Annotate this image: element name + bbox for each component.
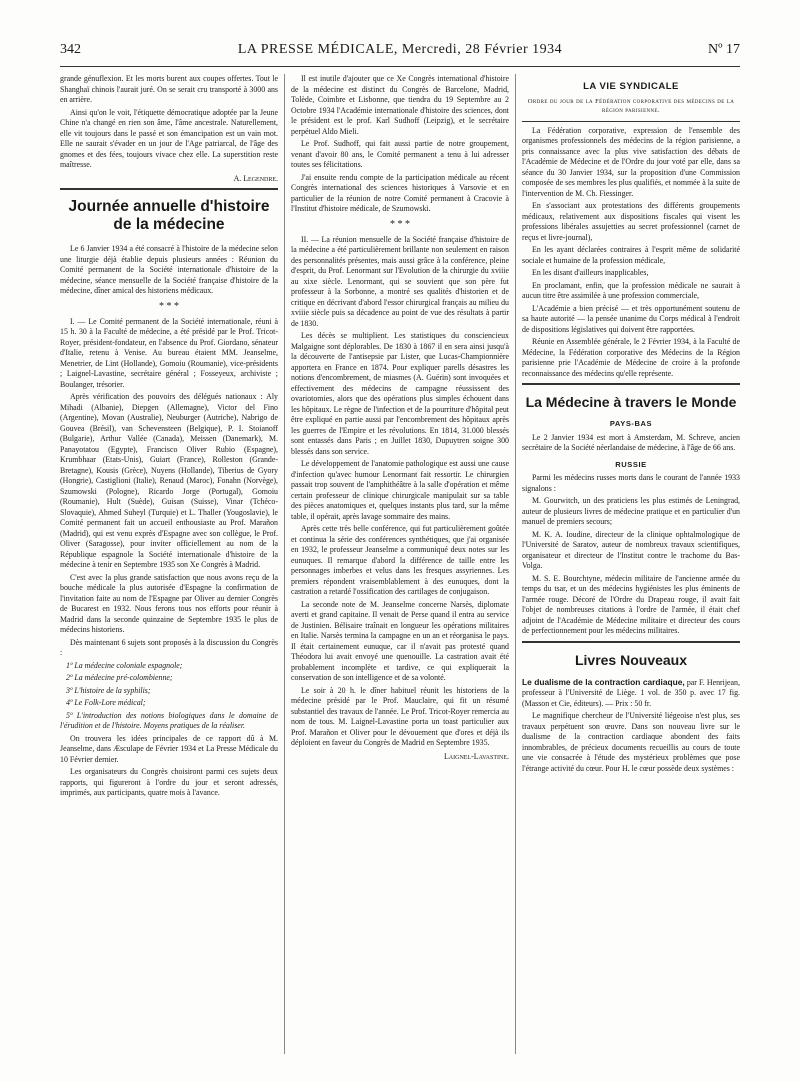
paragraph: C'est avec la plus grande satisfaction que nous avons reçu de la bouche médicale la plus autorisée d'Espagne la confirmation de l'invitation faite au nom de l'Espagne par Oliver au dernier Congrès de Bucarest en 1932. Nous ferons tous nos efforts pour réunir à Madrid dans la seconde quinzaine de Septembre 1935 le plus de médecins historiens. [60, 572, 278, 634]
list-item: 4º Le Folk-Lore médical; [66, 698, 146, 707]
paragraph: II. — La réunion mensuelle de la Société française d'histoire de la médecine a été particulièrement brillante non seulement en raison des personnalités présentes, mais aussi grâce à la conférence, pleine d'esprit, du Prof. Lenormant sur l'Evolution de la chirurgie du xviiie au xixe siècle. Lenormant, qui se souvient que son père fut professeur à la Sorbonne, a montré ses qualités d'historien et de critique en décrivant d'abord l'essor chirurgical français au milieu du xviiie siècle puis sa décadence au point de vue des résultats à partir de 1830. [291, 234, 509, 328]
book-title: Le dualisme de la contraction cardiaque, [522, 676, 685, 687]
issue-number: Nº 17 [708, 42, 740, 57]
paragraph: Les organisateurs du Congrès choisiront parmi ces sujets deux rapports, qui figureront à l'ordre du jour et seront adressés, imprimés, aux participants, quatre mois à l'avance. [60, 767, 278, 797]
paragraph: M. K. A. Ioudine, directeur de la clinique ophtalmologique de l'Université de Saratov, auteur de nombreux travaux scientifiques, organisateur et directeur de l'Institut contre le trachome du Bas-Volga. [522, 529, 740, 570]
list-item: 5º L'introduction des notions biologiques dans le domaine de l'érudition et de l'histoire. Moyens pratiques de la réaliser. [60, 710, 278, 730]
column-divider [284, 74, 285, 1054]
list-item: 1º La médecine coloniale espagnole; [66, 660, 183, 670]
paragraph: La Fédération corporative, expression de l'ensemble des organismes professionnels des médecins de la région parisienne, a pris connaissance avec la plus vive satisfaction des débats de l'Académie de Médecine et de l'Ordre du jour voté par elle, dans sa séance du 30 Janvier 1934, sur la proposition d'une Commission composée de ses membres les plus qualifiés, et nommée à la suite de l'intervention de M. Ch. Fiessinger. [522, 125, 740, 198]
paragraph: Le Prof. Sudhoff, qui fait aussi partie de notre groupement, venant d'avoir 80 ans, le Comité permanent a tenu à lui adresser toutes ses félicitations. [291, 139, 509, 169]
paragraph: I. — Le Comité permanent de la Société internationale, réuni à 15 h. 30 à la Faculté de médecine, a été présidé par le Prof. Tricot-Royer, président-fondateur, en l'absence du Prof. Giordano, sénateur d'Italie, retenu à Venise. Au bureau étaient MM. Jeanselme, Menetrier, de Lint (Hollande), Gomoiu (Roumanie), vice-présidents ; Laignel-Lavastine, secrétaire général ; Fosseyeux, archiviste ; Boulanger, trésorier. [60, 316, 278, 389]
paragraph: Parmi les médecins russes morts dans le courant de l'année 1933 signalons : [522, 473, 740, 493]
world-section-title: La Médecine à travers le Monde [525, 394, 737, 410]
paragraph: La seconde note de M. Jeanselme concerne Narsès, diplomate averti et grand capitaine. Il venait de Perse quand il entra au service de Justinien. Bélisaire traînait en longueur les opérations militaires en Italie. Narsès termina la campagne en un an et réorganisa le pays. Il était certainement eunuque, car il n'avait pas protesté quand Théodora lui avait envoyé une quenouille. La castration avait été probablement incomplète et tardive, ce qui expliquerait la conservation de son intelligence et de sa volonté. [291, 599, 509, 682]
section-divider [522, 383, 740, 385]
paragraph: Ainsi qu'on le voit, l'étiquette démocratique adoptée par la Jeune Chine n'a changé en rien son âme, l'âme ancestrale. Naturellement, elle vit toujours dans le passé et son émancipation est un vain mot. Elle ne saurait s'évader en un jour de l'Age patriarcal, de l'âge des gnomes et des fées, toujours vivace chez elle. La superstition reste maîtresse. [60, 107, 278, 169]
paragraph: En les disant d'ailleurs inapplicables, [532, 268, 649, 277]
paragraph: Le soir à 20 h. le dîner habituel réunit les historiens de la médecine présidé par le Prof. Mauclaire, qui fit un résumé substantiel des travaux de l'année. Le Prof. Tricot-Royer remercia au nom de tous. M. Laignel-Lavastine porta un toast particulier aux Prof. Marañon et Oliver pour le dévouement que d'ores et déjà ils déploient en faveur du Congrès de Madrid en Septembre 1935. [291, 685, 509, 747]
paragraph: Le magnifique chercheur de l'Université liégeoise n'est plus, ses travaux perpétuent son œuvre. Dans son nouveau livre sur le dualisme de la contraction cardiaque abondent des faits innombrables, de précieux documents recueillis au cours de toute une vie consacrée à l'étude des mystérieux problèmes que pose l'étrange activité du cœur. Pour H. le cœur possède deux systèmes : [522, 711, 740, 773]
list-item: 2º La médecine pré-colombienne; [66, 673, 173, 682]
paragraph: On trouvera les idées principales de ce rapport dû à M. Jeanselme, dans Æsculape de Février 1934 et La Presse Médicale du 10 Février dernier. [60, 733, 278, 764]
paragraph: Après cette très belle conférence, qui fut particulièrement goûtée et continua la série des conférences synthétiques, que j'ai organisée en 1932, le professeur Jeanselme a communiqué deux notes sur les eunuques. Il remarque d'abord la différence de taille entre les personnages imberbes et velus dans les fresques assyriennes. Les premiers répondent vraisemblablement à des eunuques, dont la castration a retardé l'ossification des cartilages de conjugaison. [291, 524, 509, 596]
paragraph: Le développement de l'anatomie pathologique est aussi une cause d'infection qu'avec humour Lenormant fait ressortir. Le chirurgien passait trop souvent de l'amphithéâtre à la salle d'opération et même certain professeur de clinique chirurgicale manipulait sur sa table des pièces anatomiques et, quelques instants plus tard, sur la même table, il opérait, après lavage sommaire des mains. [291, 459, 509, 521]
column-divider [515, 74, 516, 1054]
books-section-title: Livres Nouveaux [574, 651, 688, 668]
paragraph: Après vérification des pouvoirs des délégués nationaux : Aly Mihadi (Albanie), Diepgen (Allemagne), Victor del Fino (Argentine), Movan (Australie), Neuburger (Autriche), Nabrigo de Gouvea (Brésil), van Schevensteen (Belgique), P. I. Stoianoff (Bulgarie), Arthur Vallée (Canada), Meissen (Danemark), M. Panayotatou (Egypte), Francisco Oliver Rubio (Espagne), Krumbhaar (Etats-Unis), Guiart (France), Rolleston (Grande-Bretagne), Kousis (Grèce), Nuyens (Hollande), Tiberius de Gyory (Hongrie), Castiglioni (Italie), Renaud (Maroc), Fonahn (Norvège), Szumowski (Pologne), Ricardo Jorge (Portugal), Gomoiu (Roumanie), Hult (Suède), Guisan (Suisse), Vinar (Tchéco-Slovaquie), Ahmed Suheyl (Turquie) et L. Thaller (Yougoslavie), le Comité permanent fait un accueil enthousiaste au Prof. Marañon (Madrid), qui est venu exprès d'Espagne avec son collègue, le Prof. Oliver (Saragosse), pour inviter officiellement au nom de la République espagnole la Société internationale d'histoire de la médecine à tenir en Septembre 1935 son Xe Congrès à Madrid. [60, 392, 278, 569]
country-heading-russie: RUSSIE [615, 459, 647, 469]
paragraph: M. Gourwitch, un des praticiens les plus estimés de Leningrad, auteur de plusieurs livres de médecine pratique et en particulier d'un manuel de premiers secours; [522, 496, 740, 526]
paragraph: L'Académie a bien précisé — et très opportunément soutenu de sa haute autorité — la pensée unanime du Corps médical à l'endroit de dispositions législatives qui doivent être rapportées. [522, 303, 740, 334]
section-title: Journée annuelle d'histoire de la médecine [68, 198, 270, 233]
paragraph: En proclamant, enfin, que la profession médicale ne saurait à aucun titre être assimilée à une profession commerciale, [522, 280, 740, 300]
list-item: 3º L'histoire de la syphilis; [66, 685, 151, 695]
column-3 [522, 74, 740, 1054]
author-signature: Laignel-Lavastine. [443, 751, 509, 761]
book-entry [522, 677, 740, 710]
author-signature: A. Legendre. [233, 173, 278, 183]
syndicate-subtitle: Ordre du jour de la Fédération corporative des médecins de la région parisienne. [527, 97, 735, 114]
paragraph: Les décès se multiplient. Les statistiques du consciencieux Malgaigne sont déplorables. De 1830 à 1867 il en sera ainsi jusqu'à la découverte de l'antisepsie par Lister, que Lucas-Championnière apportera en France en 1874. Pour expliquer parells désastres les notions d'encombrement, de miasmes (A. Guérin) sont invoquées et effectivement des médecins de campagne réussissent des ovariotomies, alors que des opérations plus simples échouent dans les hôpitaux. Le règne de l'infection et de la pourriture d'hôpital peut être expliqué en partie aussi par l'encombrement des hôpitaux après les guerres de l'Empire et les révolutions. En 1814, 31.000 blessés sont entassés dans Paris ; en Juillet 1830, Dupuytren soigne 300 blessés dans son service. [291, 331, 509, 456]
asterism: * * * [159, 300, 179, 312]
paragraph: Dès maintenant 6 sujets sont proposés à la discussion du Congrès : [60, 637, 278, 657]
column-1 [60, 74, 278, 1054]
journal-title: LA PRESSE MÉDICALE, Mercredi, 28 Février 1934 [237, 42, 563, 57]
paragraph: Il est inutile d'ajouter que ce Xe Congrès international d'histoire de la médecine est distinct du Congrès de Barcelone, Madrid, Tolède, Coimbre et Lisbonne, que tiendra du 19 Septembre au 2 Octobre 1934 l'Académie internationale d'histoire des sciences, dont le président est le prof. Karl Sudhoff (Leipzig), et le secrétaire perpétuel Aldo Mieli. [291, 74, 509, 136]
section-divider [522, 641, 740, 643]
paragraph: Le 6 Janvier 1934 a été consacré à l'histoire de la médecine selon une liturgie déjà établie depuis plusieurs années : Réunion du Comité permanent de la Société internationale d'histoire de la médecine, séance mensuelle de la Société française d'histoire de la médecine, dîner amical des historiens médicaux. [60, 244, 278, 295]
paragraph: J'ai ensuite rendu compte de la participation médicale au récent Congrès international des sciences historiques à Varsovie et en particulier de la réunion de notre Comité permanent à Cracovie à l'Institut d'histoire médicale, de Szumowski. [291, 172, 509, 213]
paragraph: Réunie en Assemblée générale, le 2 Février 1934, à la Faculté de Médecine, la Fédération corporative des Médecins de la Région parisienne prie l'Académie de Médecine de croire à la profonde reconnaissance des médecins qu'elle représente. [522, 337, 740, 378]
topic-list [60, 661, 278, 732]
paragraph: En s'associant aux protestations des différents groupements médicaux, relativement aux dispositions fiscales qui visent les professions libérales assujetties au secret professionnel (carnet de reçus et livre-journal), [522, 201, 740, 242]
divider [522, 121, 740, 122]
page-number: 342 [60, 42, 81, 57]
paragraph: En les ayant déclarées contraires à l'esprit même de solidarité sociale et humaine de la profession médicale, [522, 245, 740, 265]
paragraph: Le 2 Janvier 1934 est mort à Amsterdam, M. Schreve, ancien secrétaire de la Société néerlandaise de médecine, à l'âge de 66 ans. [522, 432, 740, 452]
paragraph: grande génuflexion. Et les morts burent aux coupes offertes. Tout le Shanghaï chinois l'aurait juré. On se serait cru transporté à 3000 ans en arrière. [60, 74, 278, 104]
column-2 [291, 74, 509, 1054]
paragraph: M. S. E. Bourchtyne, médecin militaire de l'ancienne armée du temps du tsar, et un des médecins hygiénistes les plus éminents de l'armée rouge. Décoré de l'Ordre du Drapeau rouge, il avait fait l'objet de nombreuses citations à l'ordre de l'armée, il était chef adjoint de l'Académie de Médecine militaire et directeur des cours de perfectionnement pour les médecins militaires. [522, 573, 740, 635]
page-header [60, 40, 740, 67]
asterism: * * * [390, 218, 410, 230]
syndicate-title: LA VIE SYNDICALE [583, 81, 679, 92]
section-divider [60, 188, 278, 190]
book-meta: par F. Henrijean, professeur à l'Université de Liège. 1 vol. de 350 p. avec 17 fig. (Masson et Cie, éditeurs). — Prix : 50 fr. [522, 677, 740, 708]
country-heading-pays-bas: PAYS-BAS [609, 419, 653, 428]
